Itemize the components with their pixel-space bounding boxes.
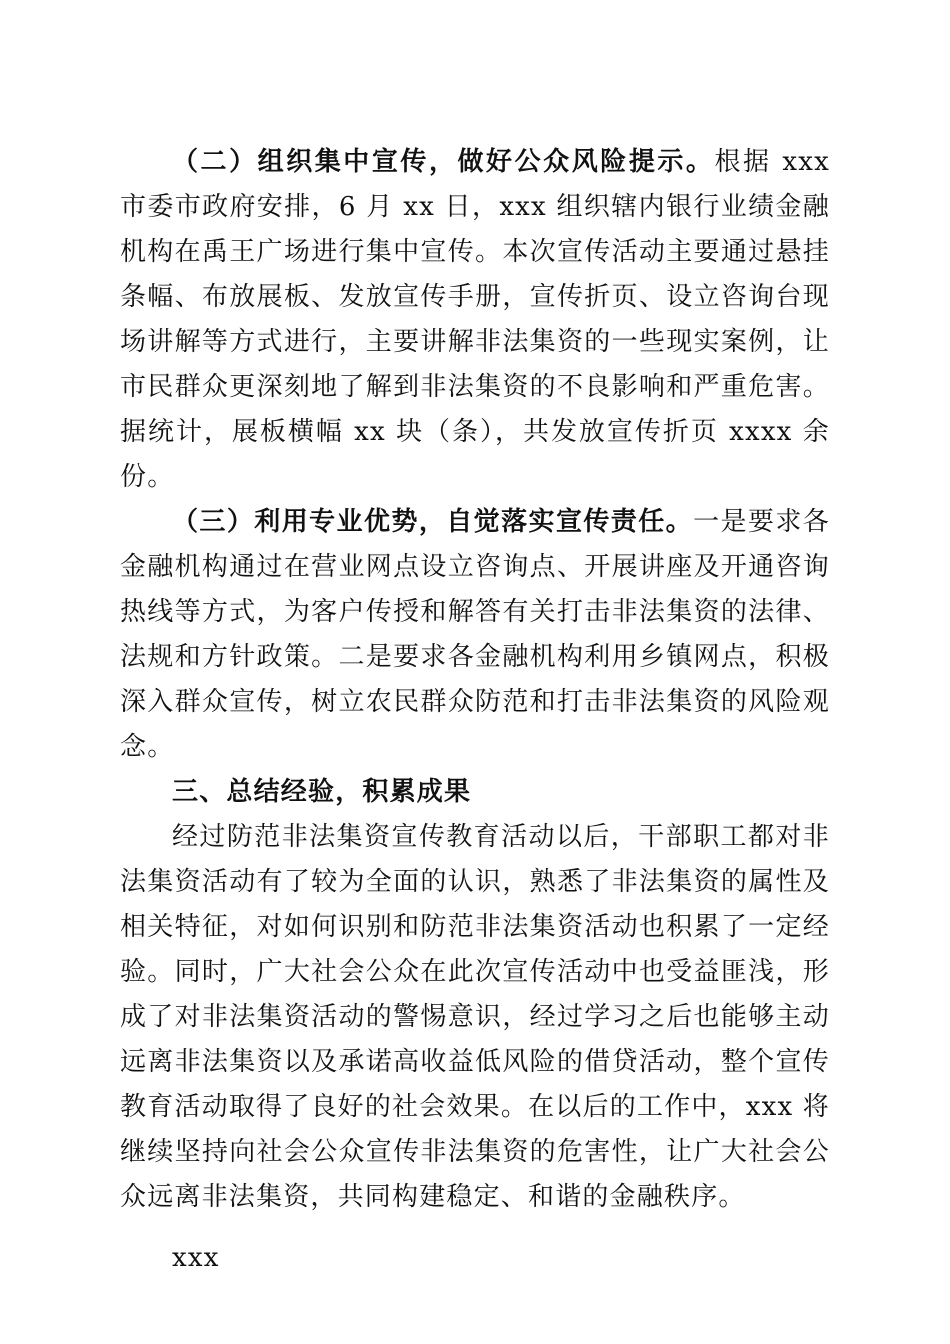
paragraph-lead-heading: （三）利用专业优势，自觉落实宣传责任。	[172, 507, 694, 537]
paragraph-lead-heading: （二）组织集中宣传，做好公众风险提示。	[172, 147, 715, 177]
section-heading: 三、总结经验，积累成果	[172, 777, 472, 807]
signature: xxx	[172, 1243, 220, 1273]
paragraph-publicity-campaign	[120, 140, 830, 500]
paragraph-summary: 经过防范非法集资宣传教育活动以后，干部职工都对非法集资活动有了较为全面的认识，熟悉了非法集资的属性及相关特征，对如何识别和防范非法集资活动也积累了一定经验。同时，广大社会公众在此次宣传活动中也受益匪浅，形成了对非法集资活动的警惕意识，经过学习之后也能够主动远离非法集资以及承诺高收益低风险的借贷活动，整个宣传教育活动取得了良好的社会效果。在以后的工作中，xxx 将继续坚持向社会公众宣传非法集资的危害性，让广大社会公众远离非法集资，共同构建稳定、和谐的金融秩序。	[120, 822, 830, 1212]
paragraph-body-text: 一是要求各金融机构通过在营业网点设立咨询点、开展讲座及开通咨询热线等方式，为客户传授和解答有关打击非法集资的法律、法规和方针政策。二是要求各金融机构利用乡镇网点，积极深入群众宣传，树立农民群众防范和打击非法集资的风险观念。	[120, 507, 830, 762]
paragraph-body-text: 根据 xxx 市委市政府安排，6 月 xx 日，xxx 组织辖内银行业绩金融机构在禹王广场进行集中宣传。本次宣传活动主要通过悬挂条幅、布放展板、发放宣传手册，宣传折页、设立咨询台现场讲解等方式进行，主要讲解非法集资的一些现实案例，让市民群众更深刻地了解到非法集资的不良影响和严重危害。据统计，展板横幅 xx 块（条），共发放宣传折页 xxxx 余份。	[120, 147, 830, 492]
paragraph-professional-advantage	[120, 500, 830, 770]
